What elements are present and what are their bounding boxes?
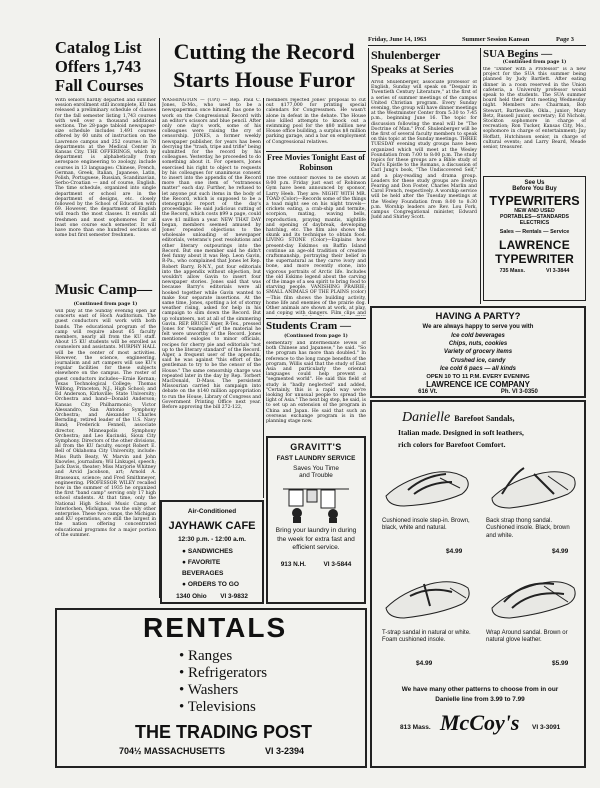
sandals-footer-2: Danielle line from 3.99 to 7.99 bbox=[435, 696, 525, 703]
typewriter-sub2: PORTABLES—STANDARDS bbox=[500, 214, 569, 220]
shoe-price: $4.99 bbox=[552, 548, 569, 555]
shoe-caption: Cushioned insole step-in. Brown, black, white and natural. bbox=[382, 518, 470, 532]
catalog-headline: Catalog List Offers 1,743 Fall Courses bbox=[55, 38, 144, 95]
typewriter-phone: VI 3-3844 bbox=[546, 268, 570, 274]
shoe-caption: Wrap Around sandal. Brown or natural glove leather. bbox=[486, 630, 568, 644]
typewriter-before: Before You Buy bbox=[512, 186, 557, 192]
gravitt-name: GRAVITT'S bbox=[290, 442, 342, 452]
cram-story: elementary and intermediate levels of both Chinese and Japanese," he said. "So the program has more than doubled." In reference to the long range benefits of the program, Willis said that the study of East Asia and particularly the oriental languages could help prevent a "segmented world". He said this field of study is "badly neglected" and added, "Certainly, this is a rapid way we're looking for unusual people to spread the light of Asia." The next big step, he said, is to set up an extension of the program in China and Japan. He said that such an overseas exchange program is in the planning stage now. bbox=[266, 341, 366, 425]
shulenberger-headline: Shulenberger Speaks at Series bbox=[371, 48, 454, 76]
party-item: Variety of grocery items bbox=[443, 349, 513, 356]
rental-item: Washers bbox=[187, 682, 239, 698]
movies-headline: Free Movies Tonight East of Robinson bbox=[266, 153, 366, 172]
rule-movies-top bbox=[266, 151, 366, 152]
col-rule-3 bbox=[368, 48, 369, 304]
party-title: HAVING A PARTY? bbox=[435, 311, 521, 322]
music-camp-story: will play at the Sunday evening open air concerts east of Hoch Auditorium. The guest conductors will work with both bands. The educational program of the camp will require about 65 faculty members, nearly all from the KU staff. About 15 KU students will be enrolled as counselors and assistants. MURPHY HALL will be the center of most activities. However, the science, engineering, journalism and art campers will use KU's regular facilities for these subjects elsewhere on the campus. The roster of guest conductors includes—Ernie Kernan; Texas Technological College; Thomas Wilfong, Princeton, N.J., High School; and Ed Anderson, Kirksville; State University; Orchestra and band—Donald Anderson; Kansas City Philharmonic; Victor Alessandro, San Antonio Symphony Orchestra; and Alexander Charles Bernding, retired leader of the U.S. Navy Band; Frederick Fennell, associate director, Minneapolis Symphony Orchestra; and Leo Kucinski, Sioux City Symphony. Directors of the other divisions, all from the KU faculty, except Robert E. Bell of Oklahoma City University, include: Miss Ruth Beaty, W. Marvin and John Knowles, journalism; Wil Linkugel, speech; Jack Davis, theater; Miss Marjorie Whitney and Arvid Jacobson, art; Arnold A. Brasseaux, science; and Fred Smithmeyer, engineering. PROFESSOR WILEY recalled how in the summer of 1935 he organized the first "band camp" serving only 17 high school students. At that time, only the National High School Music Camp at Interlochen, Michigan, was the only other enterprise. These two camps, the Michigan and KU operations, are still the largest in the nation offering concentrated educational programs for a major portion of the summer. bbox=[55, 309, 156, 538]
sandals-line1: Barefoot Sandals, bbox=[454, 414, 515, 423]
typewriter-sub1: NEW AND USED bbox=[514, 208, 555, 214]
record-story-right: members rejected Jones' proposal to cut out $177,000 for printing special calendars for Congressmen. He wasn't alone in defeat in the debate. The House also killed attempts to knock out a swimming pool for the $80 million new House office building, a surplus $8 million parking garage, and a bar on employment of Congressional relatives. bbox=[266, 98, 366, 145]
typewriter-services: Sales — Rentals — Service bbox=[499, 229, 570, 235]
shoe-caption: Back strap thong sandal. Cushioned insole. Black, brown and white. bbox=[486, 518, 570, 539]
col-rule-4 bbox=[480, 48, 481, 304]
shoe-price: $4.99 bbox=[416, 660, 433, 667]
party-address: 616 Vt. bbox=[418, 389, 438, 396]
sandals-line2: Italian made. Designed in soft leathers, bbox=[398, 428, 524, 437]
mccoys-phone: VI 3-3091 bbox=[532, 724, 561, 731]
sandal-illustration bbox=[380, 562, 476, 624]
gravitt-tagline-1: Saves You Time bbox=[293, 465, 339, 472]
gravitts-laundry-ad bbox=[266, 436, 366, 604]
party-hours: OPEN 10 TO 11 P.M. EVERY EVENING bbox=[426, 374, 530, 381]
party-item: Ice cold beverages bbox=[451, 333, 505, 339]
typewriter-sub3: ELECTRICS bbox=[519, 220, 550, 226]
catalog-story: With seniors hardly departed and summer session enrollment still incomplete, KU has released a preliminary schedule of classes for the fall semester listing 1,743 courses with well over a thousand additional sections. The 28-page tabloid newspaper-size schedule includes 1,491 courses offered by 60 units of instruction on the Lawrence campus and 252 courses in 78 departments at the Medical Center in Kansas City. THE OFFERINGS, which by department is alphabetically from aerospace engineering to zoology, include courses in 13 languages: Chinese, French, German, Greek, Italian, Japanese, Latin, Polish, Portuguese, Russian, Scandinavian, Serbo-Croatian — and of course, English. The time schedule, organized into single department or school are in the department of designs, etc. closely followed by the School of Education with 69. However, the department of English will reach the most classes. It enrolls all freshmen and most sophomores for at least one course each semester. It will have more than one hundred sections of some but first semester freshmen. bbox=[55, 98, 156, 239]
jayhawk-address: 1340 Ohio bbox=[176, 593, 207, 600]
sandal-illustration bbox=[484, 454, 580, 514]
cram-headline: Students Cram — bbox=[266, 320, 351, 332]
gravitt-tagline-2: and Trouble bbox=[299, 472, 333, 479]
masthead-page: Page 3 bbox=[556, 36, 574, 43]
party-intro: We are always happy to serve you with bbox=[422, 324, 534, 330]
typewriter-brand-1: LAWRENCE bbox=[498, 238, 571, 252]
record-story-left: WASHINGTON — (UPI) — Rep. Paul C. Jones, D-Mo., who used to be a newspaperman once himself, has gone to work on the Congressional Record with an editor's scissors and blue pencil. After only one day's work, some of his colleagues were raising the cry of censorship. JONES, a former weekly newspaper publisher, for years has been decrying the "trash, tripe and trifle" being submitted for the record by his colleagues. Yesterday, he proceeded to do something about it. For openers, Jones exercised his right to object to requests by his colleagues for unanimous consent to insert into the appendix of the Record more than one item of "extraneous matter" each day. Further, he refused to let anyone put such items in the body of the Record, which is supposed to be a stenographic report of the day's proceedings. He said judicious cutting of the Record, which costs $99 a page, could save $1 million a year. NEW THAT DAY began, members seemed amused by Jones' repeated objections to the wholesale unloading of newspaper editorials, veterans's post resolutions and other literary outpourings into the Record. But one member said he didn't feel funny about it was Rep. Leon Gavin, R-Pa., who complained that Jones let Rep. Robert Barry, R-N.Y., put four editorials into the appendix without objection, but wouldn't allow Gavin to insert four newspaper stories. Jones said that was because Barry's editorials were all hooked together while Gavin wanted to make four separate insertions. At the same time, Jones, spotting a lot of stormy weather rising, asked for help in his campaign to slim down the Record. But up volunteers, not at all of the simmering Gavin. REP. BRUCE Alger, R-Tex., pressed Jones for "examples" of the material he felt were unworthy of the Record. Jones mentioned eulogies to minor officials, recipes for cherry pie and editorials "not up to the literary standard" of the Record. Alger, a frequent user of the appendix, said he was against "this effort of the gentleman to try to be the censor of the House." The same censorship charge was repeated later in the day by Rep. Torbert MacDonald, D-Mass. The persistent Missourian carried his campaign into debate on the $140 million appropriation to run the House, Library of Congress and Government Printing Office next year. Before approving the bill 272-122, bbox=[162, 98, 261, 410]
sandal-illustration bbox=[484, 562, 580, 624]
typewriter-see-us: See Us bbox=[524, 180, 545, 186]
music-camp-headline: Music Camp— bbox=[55, 282, 153, 298]
jayhawk-item: FAVORITE BEVERAGES bbox=[182, 559, 224, 577]
sua-story: the "Dinner with a Professor" is a new project for the SUA this summer being planned by Judy Bartlett. After eating dinner in a room reserved in the Union cafeteria, a University professor would speak to the students. The SUA summer board held their first meeting Wednesday night. Members are: Chairman, Bob Stewart, Bartlesville, Okla., junior; Mary Betz, Russell junior, secretary; Ed Nichols, Stockton sophomore in charge of recreation; Ron Tucker, Kansas City, Mo., sophomore in charge of entertainment; Jay Hoffatt, Hutchinson senior, in charge of cultural events; and Larry Beard, Meade senior, treasurer. bbox=[483, 67, 586, 151]
music-camp-continued: (Continued from page 1) bbox=[73, 302, 138, 307]
gravitt-service: FAST LAUNDRY SERVICE bbox=[276, 455, 356, 462]
typewriter-brand-2: TYPEWRITER bbox=[495, 252, 574, 266]
party-item: Ice cold 6 pacs — all kinds bbox=[439, 365, 517, 372]
gravitt-body: Bring your laundry in during the week for extra fast and efficient service. bbox=[275, 527, 357, 552]
sandal-illustration bbox=[380, 452, 476, 512]
gravitt-phone: VI 3-5844 bbox=[323, 560, 352, 568]
party-phone: Ph. VI 3-0350 bbox=[500, 389, 538, 396]
rule-cram-top bbox=[266, 318, 366, 319]
cram-continued: (Continued from page 1) bbox=[284, 334, 348, 339]
shoe-caption: T-strap sandal in natural or white. Foam cushioned insole. bbox=[382, 630, 471, 644]
jayhawk-cafe-ad: Air-Conditioned JAYHAWK CAFE 12:30 p.m. - 12:00 a.m. ● SANDWICHES ● FAVORITE BEVERAGES ● ORDERS TO GO 1340 Ohio VI 3-9832 bbox=[160, 500, 264, 604]
typewriter-title: TYPEWRITERS bbox=[489, 194, 580, 208]
typewriter-ad bbox=[483, 176, 586, 301]
mccoys-address: 813 Mass. bbox=[400, 724, 431, 731]
jayhawk-item: ORDERS TO GO bbox=[187, 581, 239, 588]
sua-continued: (Continued from page 1) bbox=[502, 60, 567, 65]
jayhawk-phone: VI 3-9832 bbox=[220, 593, 248, 600]
jayhawk-item: SANDWICHES bbox=[187, 548, 233, 555]
mccoys-logo: McCoy's bbox=[440, 710, 520, 735]
party-name: LAWRENCE ICE COMPANY bbox=[426, 380, 530, 390]
masthead-paper: Summer Session Kansan bbox=[462, 36, 530, 43]
laundry-illustration bbox=[281, 483, 351, 523]
masthead-rule bbox=[368, 45, 586, 46]
movies-story: The free outdoor movies to be shown at 8:00 p.m. Friday just east of Robinson Gym have been announced by sponsor, Larry Heeb. They are: NIGHT WITH MR. TOAD (Color)—Records some of the things a toad might see on his night travels—crickets eating, a crab-ship and termite, scorpion, mating, waving bells, reproduction, praying mantis, nightlife and opening of daybreak, developing hatching, etc. The film also shows the skunk and its technique to obtain food. LIVING STONE (Color)—Explains how present-day Eskimos on Baffin Island continue an age-old tradition of creative craftsmanship, portraying their belief in the supernatural as they carve ivory and bone, and more recently stone, into vigorous portraits of Arctic life. Includes the old Eskimo legend about the carving of the image of a sea spirit to bring food to starving people. VANISHING PRAIRIE; SMALL ANIMALS OF THE PLAINS (color)—This film shows the building activity, home life and enemies of the prairie dog. Other animals are shown at work, at play, and coping with dangers. Film clips and bbox=[266, 176, 366, 316]
rental-item: Ranges bbox=[188, 648, 233, 664]
trading-post-name: THE TRADING POST bbox=[135, 722, 313, 742]
rentals-title: RENTALS bbox=[143, 612, 288, 643]
trading-post-phone: VI 3-2394 bbox=[265, 746, 305, 756]
sua-headline: SUA Begins — bbox=[483, 48, 553, 60]
sandals-footer-1: We have many other patterns to choose from in our bbox=[401, 686, 559, 693]
gravitt-address: 913 N.H. bbox=[280, 560, 306, 568]
rental-item: Refrigerators bbox=[188, 665, 268, 681]
typewriter-address: 735 Mass. bbox=[499, 268, 526, 274]
trading-post-address: 704½ MASSACHUSETTS bbox=[119, 746, 226, 756]
sandals-ad bbox=[370, 400, 586, 768]
jayhawk-hours: 12:30 p.m. - 12:00 a.m. bbox=[178, 536, 246, 543]
shoe-price: $5.99 bbox=[552, 660, 569, 667]
danielle-logo: Danielle bbox=[402, 410, 451, 425]
shoe-price: $4.99 bbox=[446, 548, 463, 555]
ice-company-ad bbox=[370, 306, 586, 398]
party-item: Crushed ice, candy bbox=[450, 357, 506, 364]
trading-post-rentals-ad: RENTALS • Ranges • Refrigerators • Washers • Televisions THE TRADING POST 704½ MASSACHUSETTS VI 3-2394 bbox=[55, 608, 367, 768]
jayhawk-air: Air-Conditioned bbox=[187, 508, 237, 515]
rental-item: Televisions bbox=[187, 699, 256, 715]
jayhawk-name: JAYHAWK CAFE bbox=[168, 520, 256, 532]
masthead-date: Friday, June 14, 1963 bbox=[368, 36, 427, 43]
col-rule-2 bbox=[263, 98, 264, 498]
party-item: Chips, nuts, cookies bbox=[448, 341, 508, 348]
sandals-line3: rich colors for Barefoot Comfort. bbox=[398, 440, 506, 449]
record-headline: Cutting the Record Starts House Furor bbox=[173, 39, 355, 92]
shulenberger-story: Arvid Shulenberger, associate professor of English, Sunday will speak on "Despair in Twentieth Century Literature," at the first of a series of summer meetings of the campus United Christian program. Every Sunday evening, the group will have dinner meetings at the Westminster Center from 5:30 to 7:45 p.m., beginning June 16. The topic for discussion following the meal will be "The Doctrine of Man." Prof. Shulenberger will be the first of several faculty members to speak on this topic at the Sunday meetings. THREE TUESDAY evening study groups have been organized which will meet at the Wesley Foundation from 7:00 to 8:00 p.m. The study topics for these groups are a Bible study of Paul's Epistle to the Romans, a discussion of Carl Jung's book, "The Undiscovered Self," and a play-reading and drama group. Leaders for these study groups are Evelyn Fearing and Don Foster, Charles Marlin and Carol French, respectively. A worship service will be held after the Tuesday meetings at the Wesley Foundation from 8:00 to 8:30 p.m. Worship leaders are Rev. Lou Fork, campus Congregational minister, Edward Judd and Shirley Scott. bbox=[371, 80, 477, 221]
